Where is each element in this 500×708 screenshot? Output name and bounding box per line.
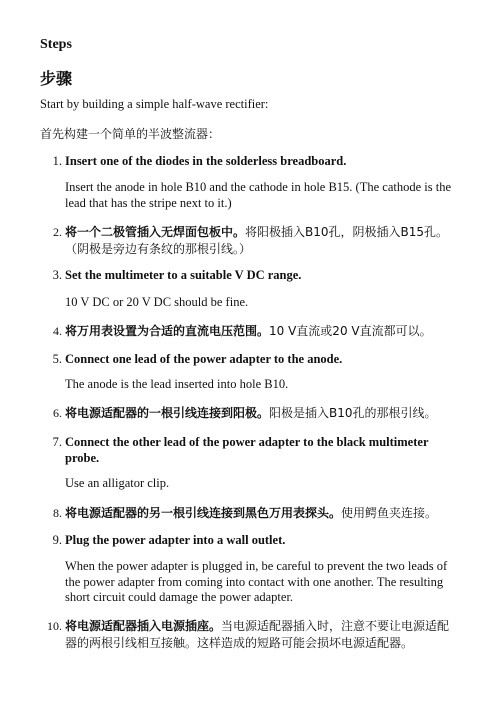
step-1-description: Insert the anode in hole B10 and the cathode in hole B15. (The cathode is the lead that has the stripe next to it.) [65,180,451,210]
step-number: 6. [53,406,62,420]
step-text: 阳极是插入B10孔的那根引线。 [269,406,437,420]
step-text: 将阳极插入B10孔，阴极插入B15孔。（阴极是旁边有条纹的那根引线。） [65,225,449,256]
step-title: Connect one lead of the power adapter to the anode. [65,352,343,366]
step-title: 将电源适配器的另一根引线连接到黑色万用表探头。 [65,506,342,520]
step-number: 9. [52,533,62,547]
step-number: 10. [47,619,62,633]
step-5-description: The anode is the lead inserted into hole B10. [65,377,289,391]
step-text: 10 V直流或20 V直流都可以。 [269,324,432,338]
step-number: 3. [52,268,62,282]
step-number: 2. [53,225,62,239]
step-3-description: 10 V DC or 20 V DC should be fine. [65,295,249,309]
step-9-description: When the power adapter is plugged in, be careful to prevent the two leads of the power adapter from coming into contact with one another. The resulting short circuit could damage the power adapter. [65,559,448,604]
intro-text: Start by building a simple half-wave rectifier: [40,97,269,111]
step-10 [40,618,460,652]
step-5 [40,351,460,367]
heading-steps: Steps [40,37,72,52]
step-9 [40,532,460,548]
step-6 [40,405,460,421]
step-7 [40,434,460,466]
step-title: 将电源适配器插入电源插座。 [65,619,222,633]
heading-steps-zh: 步骤 [40,69,73,88]
step-1 [40,153,460,169]
step-text: 当电源适配器插入时，注意不要让电源适配器的两根引线相互接触。这样造成的短路可能会损坏电源适配器。 [65,619,450,650]
step-number: 5. [52,352,62,366]
step-title: Set the multimeter to a suitable V DC range. [65,268,302,282]
step-number: 8. [53,506,62,520]
step-text: 使用鳄鱼夹连接。 [341,506,438,520]
step-title: Plug the power adapter into a wall outlet. [65,533,286,547]
step-3 [40,267,460,283]
step-4 [40,323,460,339]
step-title: 将万用表设置为合适的直流电压范围。 [65,324,270,338]
step-title: 将电源适配器的一根引线连接到阳极。 [65,406,270,420]
step-number: 7. [52,435,62,449]
step-title: 将一个二极管插入无焊面包板中。 [65,225,246,239]
step-number: 4. [53,324,62,338]
step-2 [40,224,460,258]
step-7-description: Use an alligator clip. [65,476,170,490]
step-number: 1. [52,154,62,168]
step-8 [40,505,460,521]
intro-text-zh: 首先构建一个简单的半波整流器： [40,127,221,141]
step-title: Connect the other lead of the power adapter to the black multimeter probe. [65,435,429,465]
step-title: Insert one of the diodes in the solderless breadboard. [65,154,347,168]
